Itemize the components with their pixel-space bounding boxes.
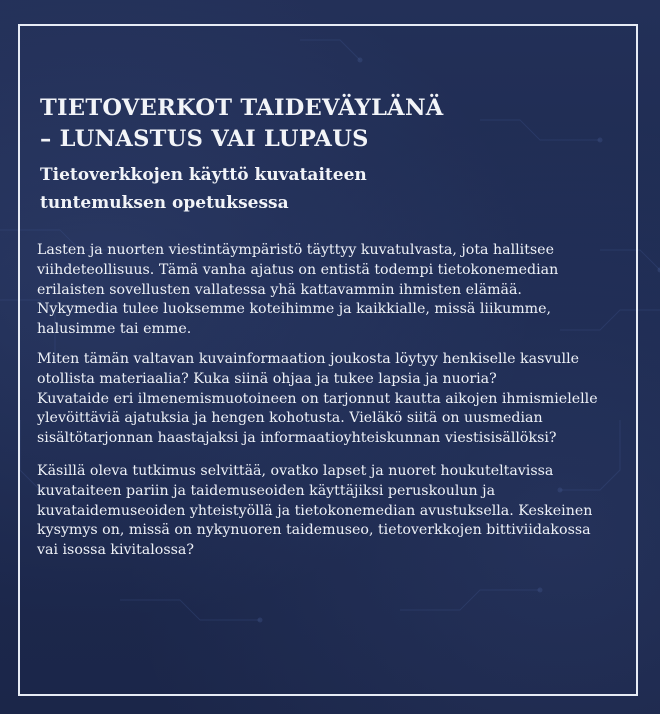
text-line: viihdeteollisuus. Tämä vanha ajatus on entistä todempi tietokonemedian — [37, 261, 559, 278]
text-line: halusimme tai emme. — [37, 321, 192, 338]
text-line: Nykymedia tulee luoksemme koteihimme ja kaikkialle, missä liikumme, — [37, 301, 552, 318]
blurb-paragraph-2 — [37, 350, 627, 449]
text-line: ylevöittäviä ajatuksia ja hengen kohotusta. Vieläkö siitä on uusmedian — [37, 410, 543, 427]
text-line: Lasten ja nuorten viestintäympäristö täyttyy kuvatulvasta, jota hallitsee — [37, 242, 554, 258]
text-line: erilaisten sovellusten vallatessa yhä kattavammin ihmisten elämää. — [37, 281, 522, 298]
text-line: kuvataidemuseoiden yhteistyöllä ja tietokonemedian avustuksella. Keskeinen — [37, 502, 593, 519]
text-line: Kuvataide eri ilmenemismuotoineen on tarjonnut kautta aikojen ihmismielelle — [37, 390, 598, 407]
text-line: sisältötarjonnan haastajaksi ja informaatioyhteiskunnan viestisisällöksi? — [37, 430, 557, 447]
text-line: kysymys on, missä on nykynuoren taidemuseo, tietoverkkojen bittiviidakossa — [37, 522, 591, 539]
book-subtitle — [40, 161, 367, 217]
title-line-2: – LUNASTUS VAI LUPAUS — [40, 126, 369, 152]
book-title — [40, 93, 444, 155]
subtitle-line-2: tuntemuksen opetuksessa — [40, 193, 289, 213]
text-line: otollista materiaalia? Kuka siinä ohjaa ja tukee lapsia ja nuoria? — [37, 370, 497, 387]
text-line: kuvataiteen pariin ja taidemuseoiden käyttäjiksi peruskoulun ja — [37, 482, 496, 499]
text-line: Miten tämän valtavan kuvainformaation joukosta löytyy henkiselle kasvulle — [37, 351, 579, 367]
text-line: Käsillä oleva tutkimus selvittää, ovatko lapset ja nuoret houkuteltavissa — [37, 463, 554, 479]
blurb-paragraph-1 — [37, 241, 627, 340]
subtitle-line-1: Tietoverkkojen käyttö kuvataiteen — [40, 165, 367, 185]
title-line-1: TIETOVERKOT TAIDEVÄYLÄNÄ — [40, 95, 444, 121]
blurb-paragraph-3 — [37, 462, 627, 561]
text-line: vai isossa kivitalossa? — [37, 542, 194, 559]
